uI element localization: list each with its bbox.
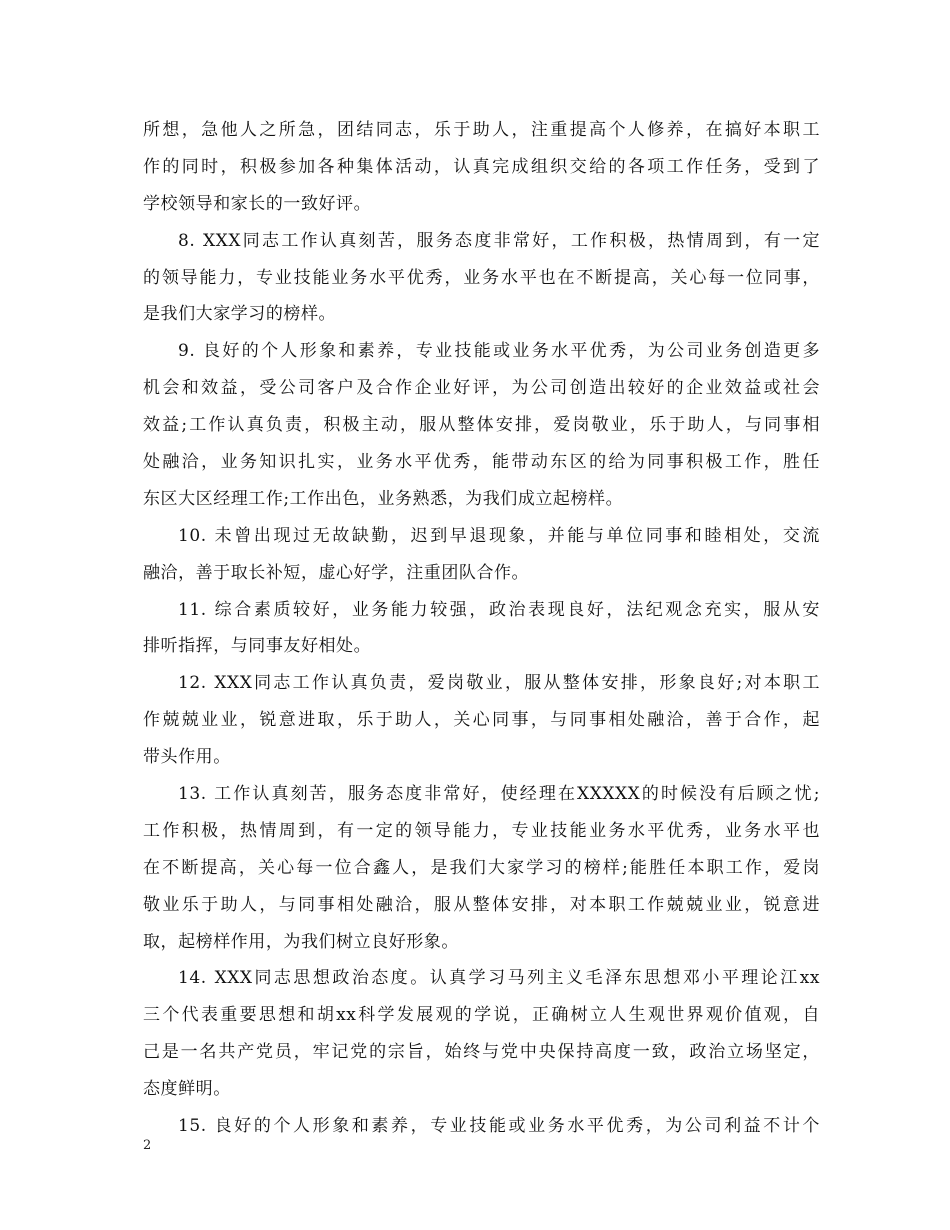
paragraph-line: 在不断提高，关心每一位合鑫人，是我们大家学习的榜样;能胜任本职工作，爱岗 (143, 857, 820, 878)
paragraph-item-8-line: 8. XXX同志工作认真刻苦，服务态度非常好，工作积极，热情周到，有一定 (178, 230, 820, 251)
paragraph-line: 排听指挥，与同事友好相处。 (143, 636, 372, 657)
paragraph-item-10-line: 10. 未曾出现过无故缺勤，迟到早退现象，并能与单位同事和睦相处，交流 (178, 525, 820, 546)
paragraph-line: 己是一名共产党员，牢记党的宗旨，始终与党中央保持高度一致，政治立场坚定， (143, 1042, 820, 1063)
paragraph-line: 作的同时，积极参加各种集体活动，认真完成组织交给的各项工作任务，受到了 (143, 156, 820, 177)
paragraph-line: 东区大区经理工作;工作出色，业务熟悉，为我们成立起榜样。 (143, 488, 624, 509)
page-number: 2 (143, 1138, 152, 1153)
paragraph-line: 取，起榜样作用，为我们树立良好形象。 (143, 931, 459, 952)
paragraph-item-14-line: 14. XXX同志思想政治态度。认真学习马列主义毛泽东思想邓小平理论江xx (178, 968, 820, 989)
paragraph-item-11-line: 11. 综合素质较好，业务能力较强，政治表现良好，法纪观念充实，服从安 (178, 599, 820, 620)
paragraph-line: 效益;工作认真负责，积极主动，服从整体安排，爱岗敬业，乐于助人，与同事相 (143, 415, 820, 436)
paragraph-line: 所想，急他人之所急，团结同志，乐于助人，注重提高个人修养，在搞好本职工 (143, 120, 820, 140)
paragraph-line: 带头作用。 (143, 747, 231, 768)
paragraph-line: 的领导能力，专业技能业务水平优秀，业务水平也在不断提高，关心每一位同事， (143, 267, 820, 288)
paragraph-item-9-line: 9. 良好的个人形象和素养，专业技能或业务水平优秀，为公司业务创造更多 (178, 341, 820, 362)
paragraph-line: 机会和效益，受公司客户及合作企业好评，为公司创造出较好的企业效益或社会 (143, 378, 820, 399)
paragraph-item-12-line: 12. XXX同志工作认真负责，爱岗敬业，服从整体安排，形象良好;对本职工 (178, 673, 820, 694)
paragraph-line: 学校领导和家长的一致好评。 (143, 193, 372, 214)
paragraph-line: 处融洽，业务知识扎实，业务水平优秀，能带动东区的给为同事积极工作，胜任 (143, 452, 820, 473)
paragraph-line: 融洽，善于取长补短，虚心好学，注重团队合作。 (143, 562, 530, 583)
paragraph-line: 态度鲜明。 (143, 1079, 231, 1100)
paragraph-line: 三个代表重要思想和胡xx科学发展观的学说，正确树立人生观世界观价值观，自 (143, 1005, 820, 1026)
paragraph-line: 作兢兢业业，锐意进取，乐于助人，关心同事，与同事相处融洽，善于合作，起 (143, 710, 820, 731)
paragraph-item-13-line: 13. 工作认真刻苦，服务态度非常好，使经理在XXXXX的时候没有后顾之忧; (178, 784, 820, 805)
paragraph-line: 工作积极，热情周到，有一定的领导能力，专业技能业务水平优秀，业务水平也 (143, 820, 820, 841)
paragraph-line: 敬业乐于助人，与同事相处融洽，服从整体安排，对本职工作兢兢业业，锐意进 (143, 894, 820, 915)
document-body (143, 112, 820, 1145)
paragraph-item-15-line: 15. 良好的个人形象和素养，专业技能或业务水平优秀，为公司利益不计个 (178, 1116, 820, 1137)
paragraph-line: 是我们大家学习的榜样。 (143, 304, 337, 325)
